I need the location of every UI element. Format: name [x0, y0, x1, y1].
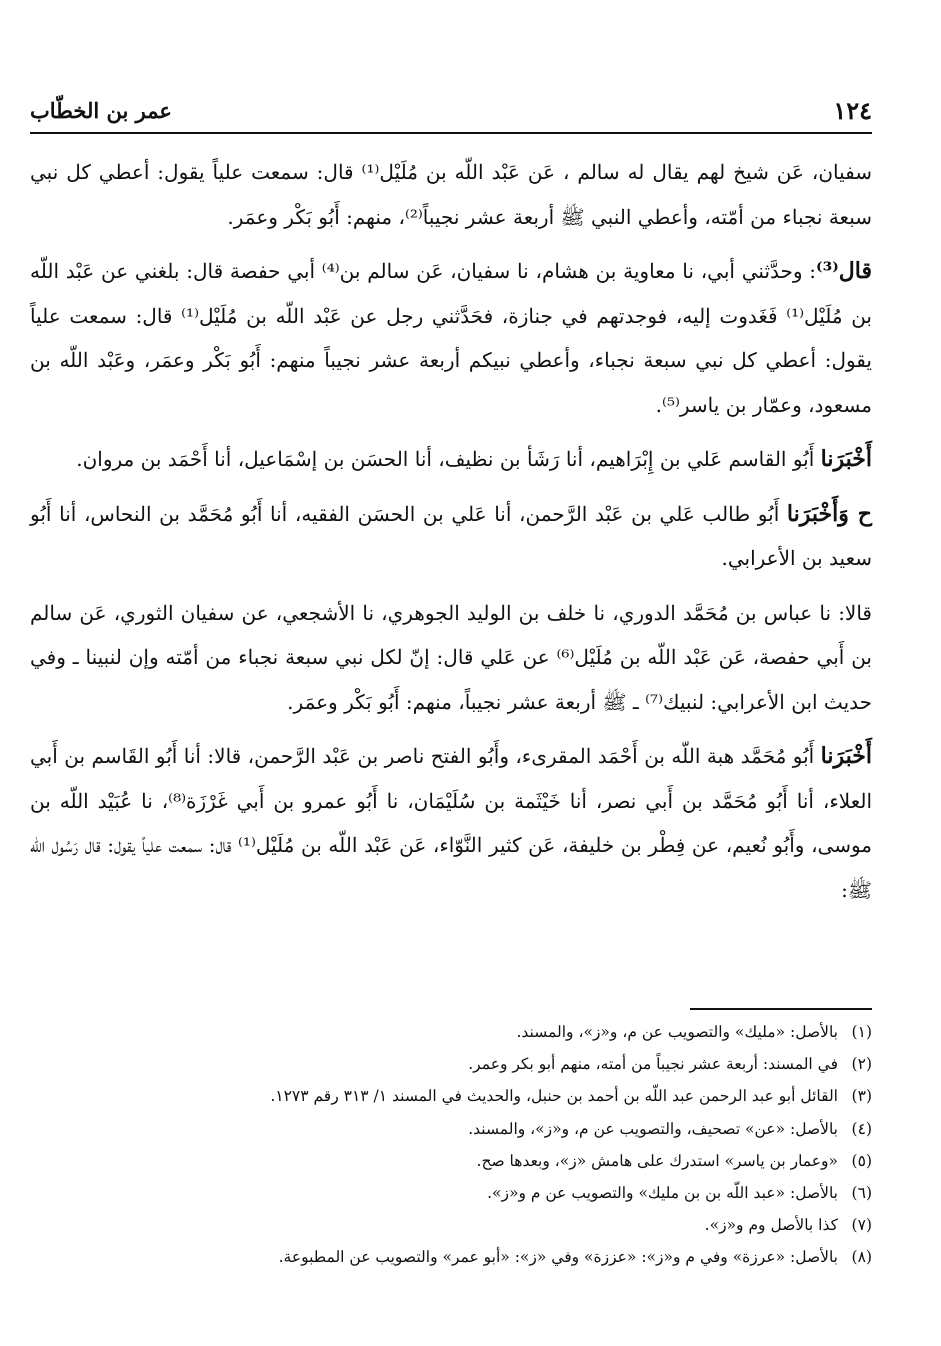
footnote	[30, 1209, 872, 1241]
footnote	[30, 1241, 872, 1273]
footnote	[30, 1177, 872, 1209]
footnote-text: بالأصل: «عبد اللّه بن بن مليك» والتصويب عن م و«ز».	[487, 1183, 838, 1202]
footnote-number: (٣)	[851, 1087, 872, 1106]
footnote-number: (٥)	[851, 1151, 872, 1170]
paragraph-lead: أَخْبَرَنا	[820, 446, 872, 472]
paragraph	[30, 249, 872, 427]
footnote-text: القائل أبو عبد الرحمن عبد اللّه بن أحمد بن حنبل، والحديث في المسند ١/ ٣١٣ رقم ١٢٧٣.	[270, 1087, 838, 1106]
page-header	[30, 92, 872, 134]
footnote	[30, 1048, 872, 1080]
footnote	[30, 1145, 872, 1177]
footnote	[30, 1080, 872, 1112]
paragraph-text: أَبُو القاسم عَلي بن إِبْرَاهيم، أنا رَشَأ بن نظيف، أنا الحسَن بن إسْمَاعيل، أنا أَحْمَد بن مروان.	[76, 447, 821, 471]
footnote-text: «وعمار بن ياسر» استدرك على هامش «ز»، وبعدها صح.	[476, 1151, 838, 1170]
footnote	[30, 1016, 872, 1048]
paragraph-text: قالا: نا عباس بن مُحَمَّد الدوري، نا خلف بن الوليد الجوهري، نا الأشجعي، عن سفيان الثوري، عَن سالم بن أَبي حفصة، عَن عَبْد اللّه بن مُلَيْل⁽⁶⁾ عن عَلي قال: إنّ لكل نبي سبعة نجباء من أمّته وإن لنبينا ـ وفي حديث ابن الأعرابي: لنبيك⁽⁷⁾ ـ ﷺ أربعة عشر نجيباً، منهم: أَبُو بَكْر وعمَر.	[30, 600, 872, 714]
page-number: ١٢٤	[833, 96, 872, 125]
footnotes	[30, 1016, 872, 1274]
paragraph	[30, 734, 872, 912]
paragraph	[30, 150, 872, 239]
paragraph	[30, 492, 872, 581]
footnote-text: كذا بالأصل وم و«ز».	[704, 1216, 838, 1235]
footnote-number: (٨)	[851, 1248, 872, 1267]
footnote-divider	[690, 1008, 872, 1010]
main-text	[30, 150, 872, 922]
footnote-number: (٤)	[851, 1119, 872, 1138]
paragraph-lead: قال⁽³⁾	[816, 258, 872, 284]
footnote-number: (٧)	[851, 1216, 872, 1235]
paragraph	[30, 591, 872, 725]
footnote-number: (٢)	[851, 1055, 872, 1074]
running-title: عمر بن الخطّاب	[30, 98, 172, 123]
paragraph-text: سفيان، عَن شيخ لهم يقال له سالم ، عَن عَبْد اللّه بن مُلَيْل⁽¹⁾ قال: سمعت علياً يقول: أعطي كل نبي سبعة نجباء من أمّته، وأعطي النبي ﷺ أربعة عشر نجيباً⁽²⁾، منهم: أَبُو بَكْر وعمَر.	[30, 160, 873, 229]
footnote-text: في المسند: أربعة عشر نجيباً من أمته، منهم أبو بكر وعمر.	[468, 1055, 838, 1074]
paragraph-text: أَبُو طالب عَلي بن عَبْد الرَّحمن، أنا عَلي بن الحسَن الفقيه، أنا أَبُو مُحَمَّد بن النحاس، أنا أَبُو سعيد بن الأعرابي.	[30, 501, 872, 570]
footnote-text: بالأصل: «عرزة» وفي م و«ز»: «عززة» وفي «ز»: «أبو عمر» والتصويب عن المطبوعة.	[278, 1248, 838, 1267]
footnote-text: بالأصل: «مليك» والتصويب عن م، و«ز»، والمسند.	[516, 1023, 838, 1041]
paragraph-text: : وحدَّثني أبي، نا معاوية بن هشام، نا سفيان، عَن سالم بن⁽⁴⁾ أبي حفصة قال: بلغني عن عَبْد اللّه بن مُلَيْل⁽¹⁾ فَغَدوت إليه، فوجدتهم في جنازة، فحَدَّثني رجل عن عَبْد اللّه بن مُلَيْل⁽¹⁾ قال: سمعت علياً يقول: أعطي كل نبي سبعة نجباء، وأعطي نبيكم أربعة عشر نجيباً منهم: أَبُو بَكْر وعمَر، وعَبْد اللّه بن مسعود، وعمّار بن ياسر⁽⁵⁾.	[30, 259, 872, 417]
footnote-text: بالأصل: «عن» تصحيف، والتصويب عن م، و«ز»، والمسند.	[468, 1119, 838, 1138]
paragraph	[30, 437, 872, 482]
paragraph-lead: ح وَأَخْبَرَنا	[786, 500, 872, 527]
footnote	[30, 1113, 872, 1145]
paragraph-text: أَبُو مُحَمَّد هبة اللّه بن أَحْمَد المقرىء، وأَبُو الفتح ناصر بن عَبْد الرَّحمن، قالا: أنا أَبُو القَاسم بن أَبي العلاء، أنا أَبُو مُحَمَّد بن أَبي نصر، أنا خَيْثَمة بن سُلَيْمَان، نا أَبُو عمرو بن أَبي غَرْزَة⁽⁸⁾، نا عُبَيْد اللّه بن موسى، وأَبُو نُعيم، عن فِطْر بن خليفة، عَن كثير النَّوّاء، عَن عَبْد اللّه بن مُلَيْل⁽¹⁾ قال: سمعت علياً يقول: قال رَسُول اللّه ﷺ:	[30, 744, 873, 902]
footnote-number: (١)	[851, 1023, 872, 1041]
paragraph-lead: أَخْبَرَنا	[820, 743, 872, 769]
footnote-number: (٦)	[851, 1183, 872, 1202]
